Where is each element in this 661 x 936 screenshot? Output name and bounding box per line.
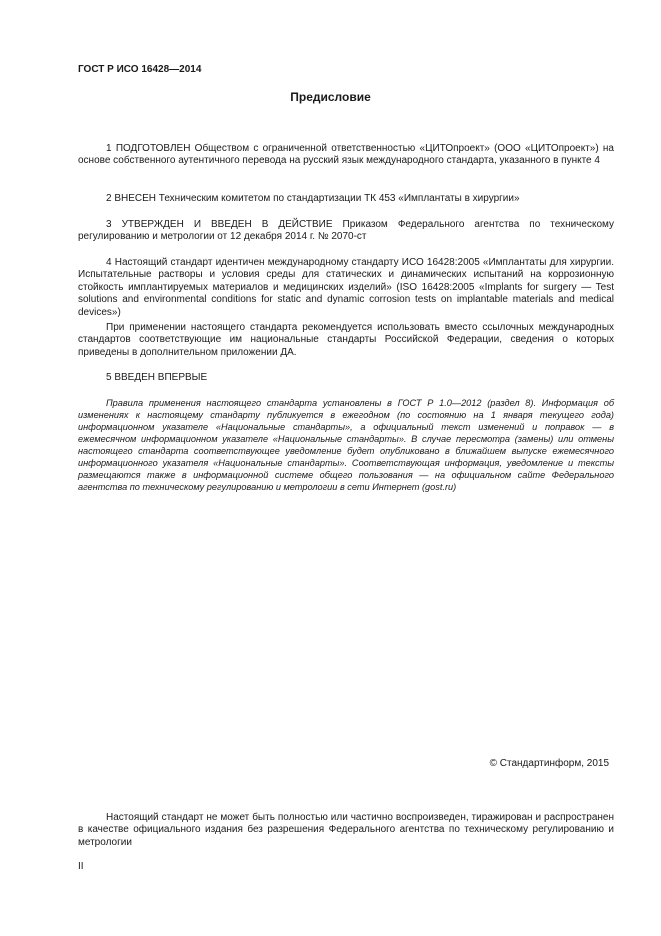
item-approved: 3 УТВЕРЖДЕН И ВВЕДЕН В ДЕЙСТВИЕ Приказом Федерального агентства по техническому регулированию и метрологии от 12 декабря 2014 г. № 2070-ст (78, 219, 614, 243)
page-number: II (78, 861, 84, 872)
document-code-header: ГОСТ Р ИСО 16428—2014 (78, 64, 202, 75)
item-submitted-by: 2 ВНЕСЕН Техническим комитетом по стандартизации ТК 453 «Имплантаты в хирургии» (106, 193, 520, 204)
item-first-introduced: 5 ВВЕДЕН ВПЕРВЫЕ (106, 372, 208, 383)
copyright-notice: © Стандартинформ, 2015 (489, 758, 609, 769)
rules-of-application-note: Правила применения настоящего стандарта установлены в ГОСТ Р 1.0—2012 (раздел 8). Информация об изменениях к настоящему стандарту публикуется в ежегодном (по состоянию на 1 января текущего года) информационном указателе «Национальные стандарты», а официальный текст изменений и поправок — в ежемесячном информационном указателе «Национальные стандарты». В случае пересмотра (замены) или отмены настоящего стандарта соответствующее уведомление будет опубликовано в ближайшем выпуске ежемесячного информационного указателя «Национальные стандарты». Соответствующая информация, уведомление и тексты размещаются также в информационной системе общего пользования — на официальном сайте Федерального агентства по техническому регулированию и метрологии в сети Интернет (gost.ru) (78, 398, 614, 492)
item-prepared-by: 1 ПОДГОТОВЛЕН Обществом с ограниченной ответственностью «ЦИТОпроект» (ООО «ЦИТОпроект») на основе собственного аутентичного перевода на русский язык международного стандарта, указанного в пункте 4 (78, 143, 614, 167)
page-title: Предисловие (290, 90, 371, 104)
item-application-note: При применении настоящего стандарта рекомендуется использовать вместо ссылочных международных стандартов соответствующие им национальные стандарты Российской Федерации, сведения о которых приведены в дополнительном приложении ДА. (78, 322, 614, 358)
item-identical-standard: 4 Настоящий стандарт идентичен международному стандарту ИСО 16428:2005 «Имплантаты для хирургии. Испытательные растворы и условия среды для статических и динамических испытаний на коррозионную стойкость имплантируемых материалов и медицинских изделий» (ISO 16428:2005 «Implants for surgery — Test solutions and environmental conditions for static and dynamic corrosion tests on implantable materials and medical devices») (78, 257, 614, 318)
reproduction-restriction-note: Настоящий стандарт не может быть полностью или частично воспроизведен, тиражирован и распространен в качестве официального издания без разрешения Федерального агентства по техническому регулированию и метрологии (78, 812, 614, 848)
